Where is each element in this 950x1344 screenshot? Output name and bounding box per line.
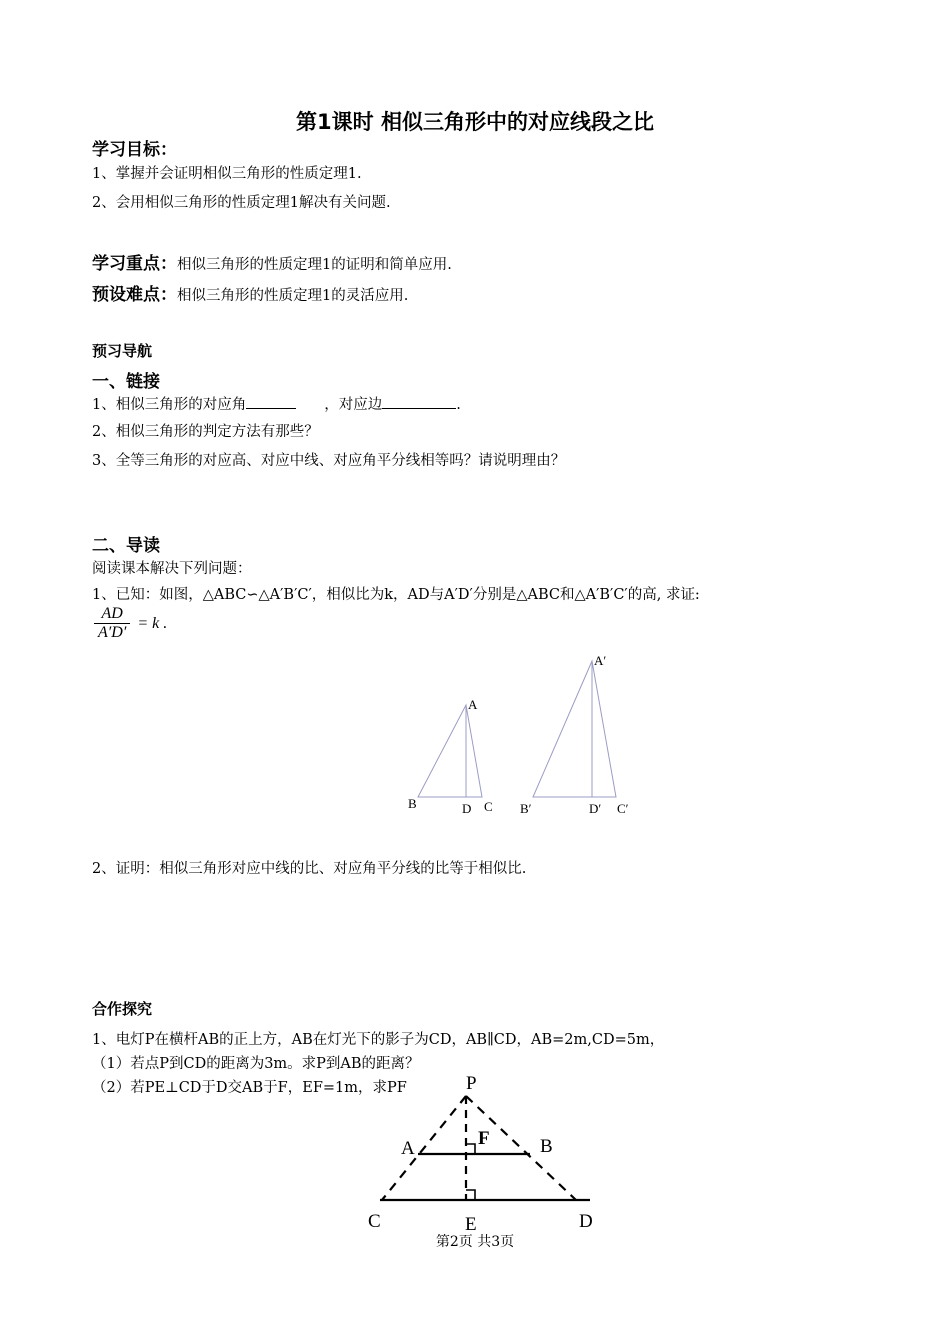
page-title: 第1课时 相似三角形中的对应线段之比 [296, 110, 654, 134]
right-angle-mark-f [466, 1144, 475, 1154]
objectives-heading: 学习目标： [92, 140, 177, 160]
label-a: A [401, 1138, 415, 1159]
label-b: B [540, 1136, 553, 1157]
label-d: D [579, 1211, 593, 1232]
label-c: C [484, 799, 493, 814]
key-point-text: 相似三角形的性质定理1的证明和简单应用. [177, 257, 452, 273]
link-item-3: 3、全等三角形的对应高、对应中线、对应角平分线相等吗？请说明理由？ [92, 453, 566, 469]
link-heading: 一、链接 [92, 372, 160, 392]
link-item-2: 2、相似三角形的判定方法有那些？ [92, 424, 319, 440]
difficulty-text: 相似三角形的性质定理1的灵活应用. [177, 288, 409, 304]
formula-rhs: = k . [137, 614, 168, 632]
label-a: A [468, 697, 478, 712]
label-b-prime: B′ [520, 801, 532, 816]
link-item-1-text-b: ，对应边 [324, 397, 383, 413]
ray-pc [382, 1096, 466, 1200]
label-d: D [462, 801, 472, 816]
label-p: P [466, 1073, 477, 1094]
coop-heading: 合作探究 [92, 1000, 153, 1018]
preview-nav-heading: 预习导航 [92, 342, 153, 360]
difficulty-label: 预设难点： [92, 285, 177, 305]
coop-question-2: （2）若PE⊥CD于D交AB于F，EF=1m，求PF [92, 1080, 407, 1096]
objective-item: 2、会用相似三角形的性质定理1解决有关问题. [92, 195, 391, 211]
link-item-1-text-c: . [456, 397, 461, 413]
label-f: F [478, 1128, 490, 1149]
formula-numerator: AD [101, 605, 123, 622]
formula-denominator: A′D′ [94, 623, 130, 642]
label-d-prime: D′ [589, 801, 602, 816]
link-item-1-text-a: 1、相似三角形的对应角 [92, 397, 247, 413]
label-e: E [465, 1214, 477, 1235]
objective-item: 1、掌握并会证明相似三角形的性质定理1. [92, 166, 362, 182]
label-c-prime: C′ [617, 801, 629, 816]
key-point-label: 学习重点： [92, 254, 177, 274]
guide-intro: 阅读课本解决下列问题： [92, 561, 252, 577]
guide-item-2: 2、证明：相似三角形对应中线的比、对应角平分线的比等于相似比. [92, 861, 527, 877]
label-b: B [408, 796, 417, 811]
guide-heading: 二、导读 [92, 536, 160, 556]
label-a-prime: A′ [594, 653, 607, 668]
right-angle-mark-e [466, 1190, 475, 1200]
coop-question-1: （1）若点P到CD的距离为3m。求P到AB的距离？ [92, 1056, 420, 1072]
coop-item-1: 1、电灯P在横杆AB的正上方，AB在灯光下的影子为CD，AB∥CD，AB=2m,CD=5m， [92, 1032, 665, 1048]
guide-item-1: 1、已知：如图，△ABC∽△A′B′C′，相似比为k，AD与A′D′分别是△ABC和△A′B′C′的高, 求证: [92, 587, 700, 603]
page-footer: 第2页 共3页 [435, 1234, 515, 1250]
label-c: C [368, 1211, 381, 1232]
